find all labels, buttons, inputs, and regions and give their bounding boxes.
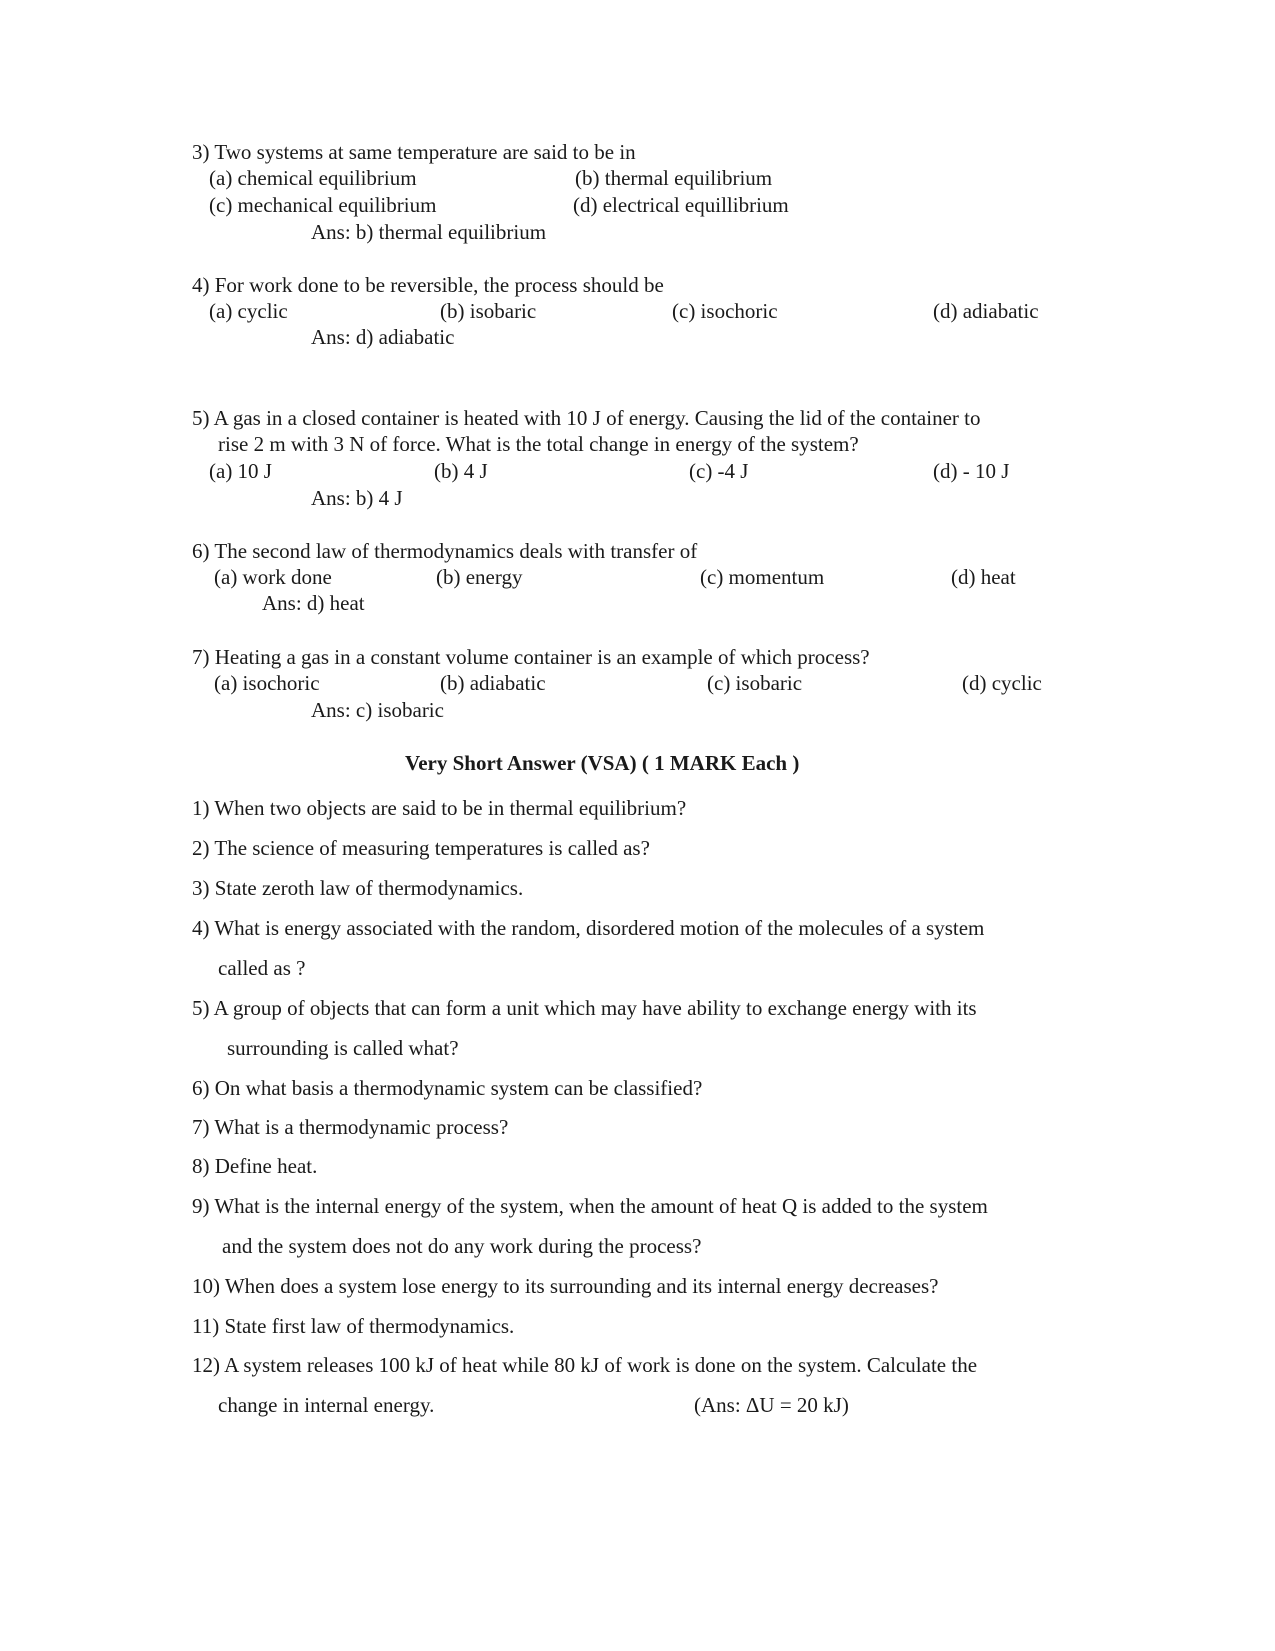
mcq-option-c: (c) isochoric <box>672 299 778 323</box>
mcq-question: 5) A gas in a closed container is heated with 10 J of energy. Causing the lid of the container to <box>192 406 981 430</box>
vsa-question: 2) The science of measuring temperatures is called as? <box>192 836 650 860</box>
vsa-question: 6) On what basis a thermodynamic system can be classified? <box>192 1076 703 1100</box>
mcq-question: 3) Two systems at same temperature are said to be in <box>192 140 636 164</box>
vsa-question: 3) State zeroth law of thermodynamics. <box>192 876 524 900</box>
vsa-question: 7) What is a thermodynamic process? <box>192 1115 509 1139</box>
mcq-option-c: (c) -4 J <box>689 459 749 483</box>
section-heading: Very Short Answer (VSA) ( 1 MARK Each ) <box>405 751 800 775</box>
vsa-question: 8) Define heat. <box>192 1154 318 1178</box>
mcq-option-b: (b) isobaric <box>440 299 537 323</box>
mcq-option-d: (d) adiabatic <box>933 299 1039 323</box>
mcq-question: 4) For work done to be reversible, the process should be <box>192 273 664 297</box>
mcq-question: 7) Heating a gas in a constant volume container is an example of which process? <box>192 645 870 669</box>
vsa-question: 11) State first law of thermodynamics. <box>192 1314 515 1338</box>
mcq-question: 6) The second law of thermodynamics deals with transfer of <box>192 539 698 563</box>
vsa-question-continued: surrounding is called what? <box>227 1036 459 1060</box>
vsa-question: 9) What is the internal energy of the system, when the amount of heat Q is added to the system <box>192 1194 988 1218</box>
vsa-question: 1) When two objects are said to be in thermal equilibrium? <box>192 796 687 820</box>
vsa-question-continued: called as ? <box>218 956 306 980</box>
vsa-question-continued: and the system does not do any work during the process? <box>222 1234 702 1258</box>
vsa-question: 10) When does a system lose energy to its surrounding and its internal energy decreases? <box>192 1274 939 1298</box>
mcq-option-a: (a) chemical equilibrium <box>209 166 417 190</box>
mcq-option-a: (a) isochoric <box>214 671 320 695</box>
mcq-answer: Ans: d) adiabatic <box>311 325 455 349</box>
mcq-option-c: (c) momentum <box>700 565 825 589</box>
mcq-question-continued: rise 2 m with 3 N of force. What is the total change in energy of the system? <box>218 432 859 456</box>
mcq-option-a: (a) cyclic <box>209 299 288 323</box>
mcq-answer: Ans: d) heat <box>262 591 365 615</box>
mcq-answer: Ans: c) isobaric <box>311 698 444 722</box>
mcq-option-d: (d) electrical equillibrium <box>573 193 789 217</box>
vsa-answer: (Ans: ΔU = 20 kJ) <box>694 1393 849 1417</box>
mcq-option-a: (a) 10 J <box>209 459 272 483</box>
mcq-option-d: (d) heat <box>951 565 1016 589</box>
mcq-answer: Ans: b) 4 J <box>311 486 403 510</box>
mcq-option-c: (c) mechanical equilibrium <box>209 193 437 217</box>
vsa-question: 4) What is energy associated with the random, disordered motion of the molecules of a system <box>192 916 985 940</box>
mcq-answer: Ans: b) thermal equilibrium <box>311 220 547 244</box>
mcq-option-c: (c) isobaric <box>707 671 803 695</box>
vsa-question: 5) A group of objects that can form a unit which may have ability to exchange energy with its <box>192 996 977 1020</box>
vsa-question: 12) A system releases 100 kJ of heat while 80 kJ of work is done on the system. Calculate the <box>192 1353 978 1377</box>
vsa-question-continued: change in internal energy. <box>218 1393 435 1417</box>
mcq-option-d: (d) - 10 J <box>933 459 1010 483</box>
mcq-option-b: (b) energy <box>436 565 523 589</box>
mcq-option-b: (b) 4 J <box>434 459 488 483</box>
mcq-option-b: (b) thermal equilibrium <box>575 166 773 190</box>
mcq-option-a: (a) work done <box>214 565 332 589</box>
mcq-option-b: (b) adiabatic <box>440 671 546 695</box>
mcq-option-d: (d) cyclic <box>962 671 1042 695</box>
